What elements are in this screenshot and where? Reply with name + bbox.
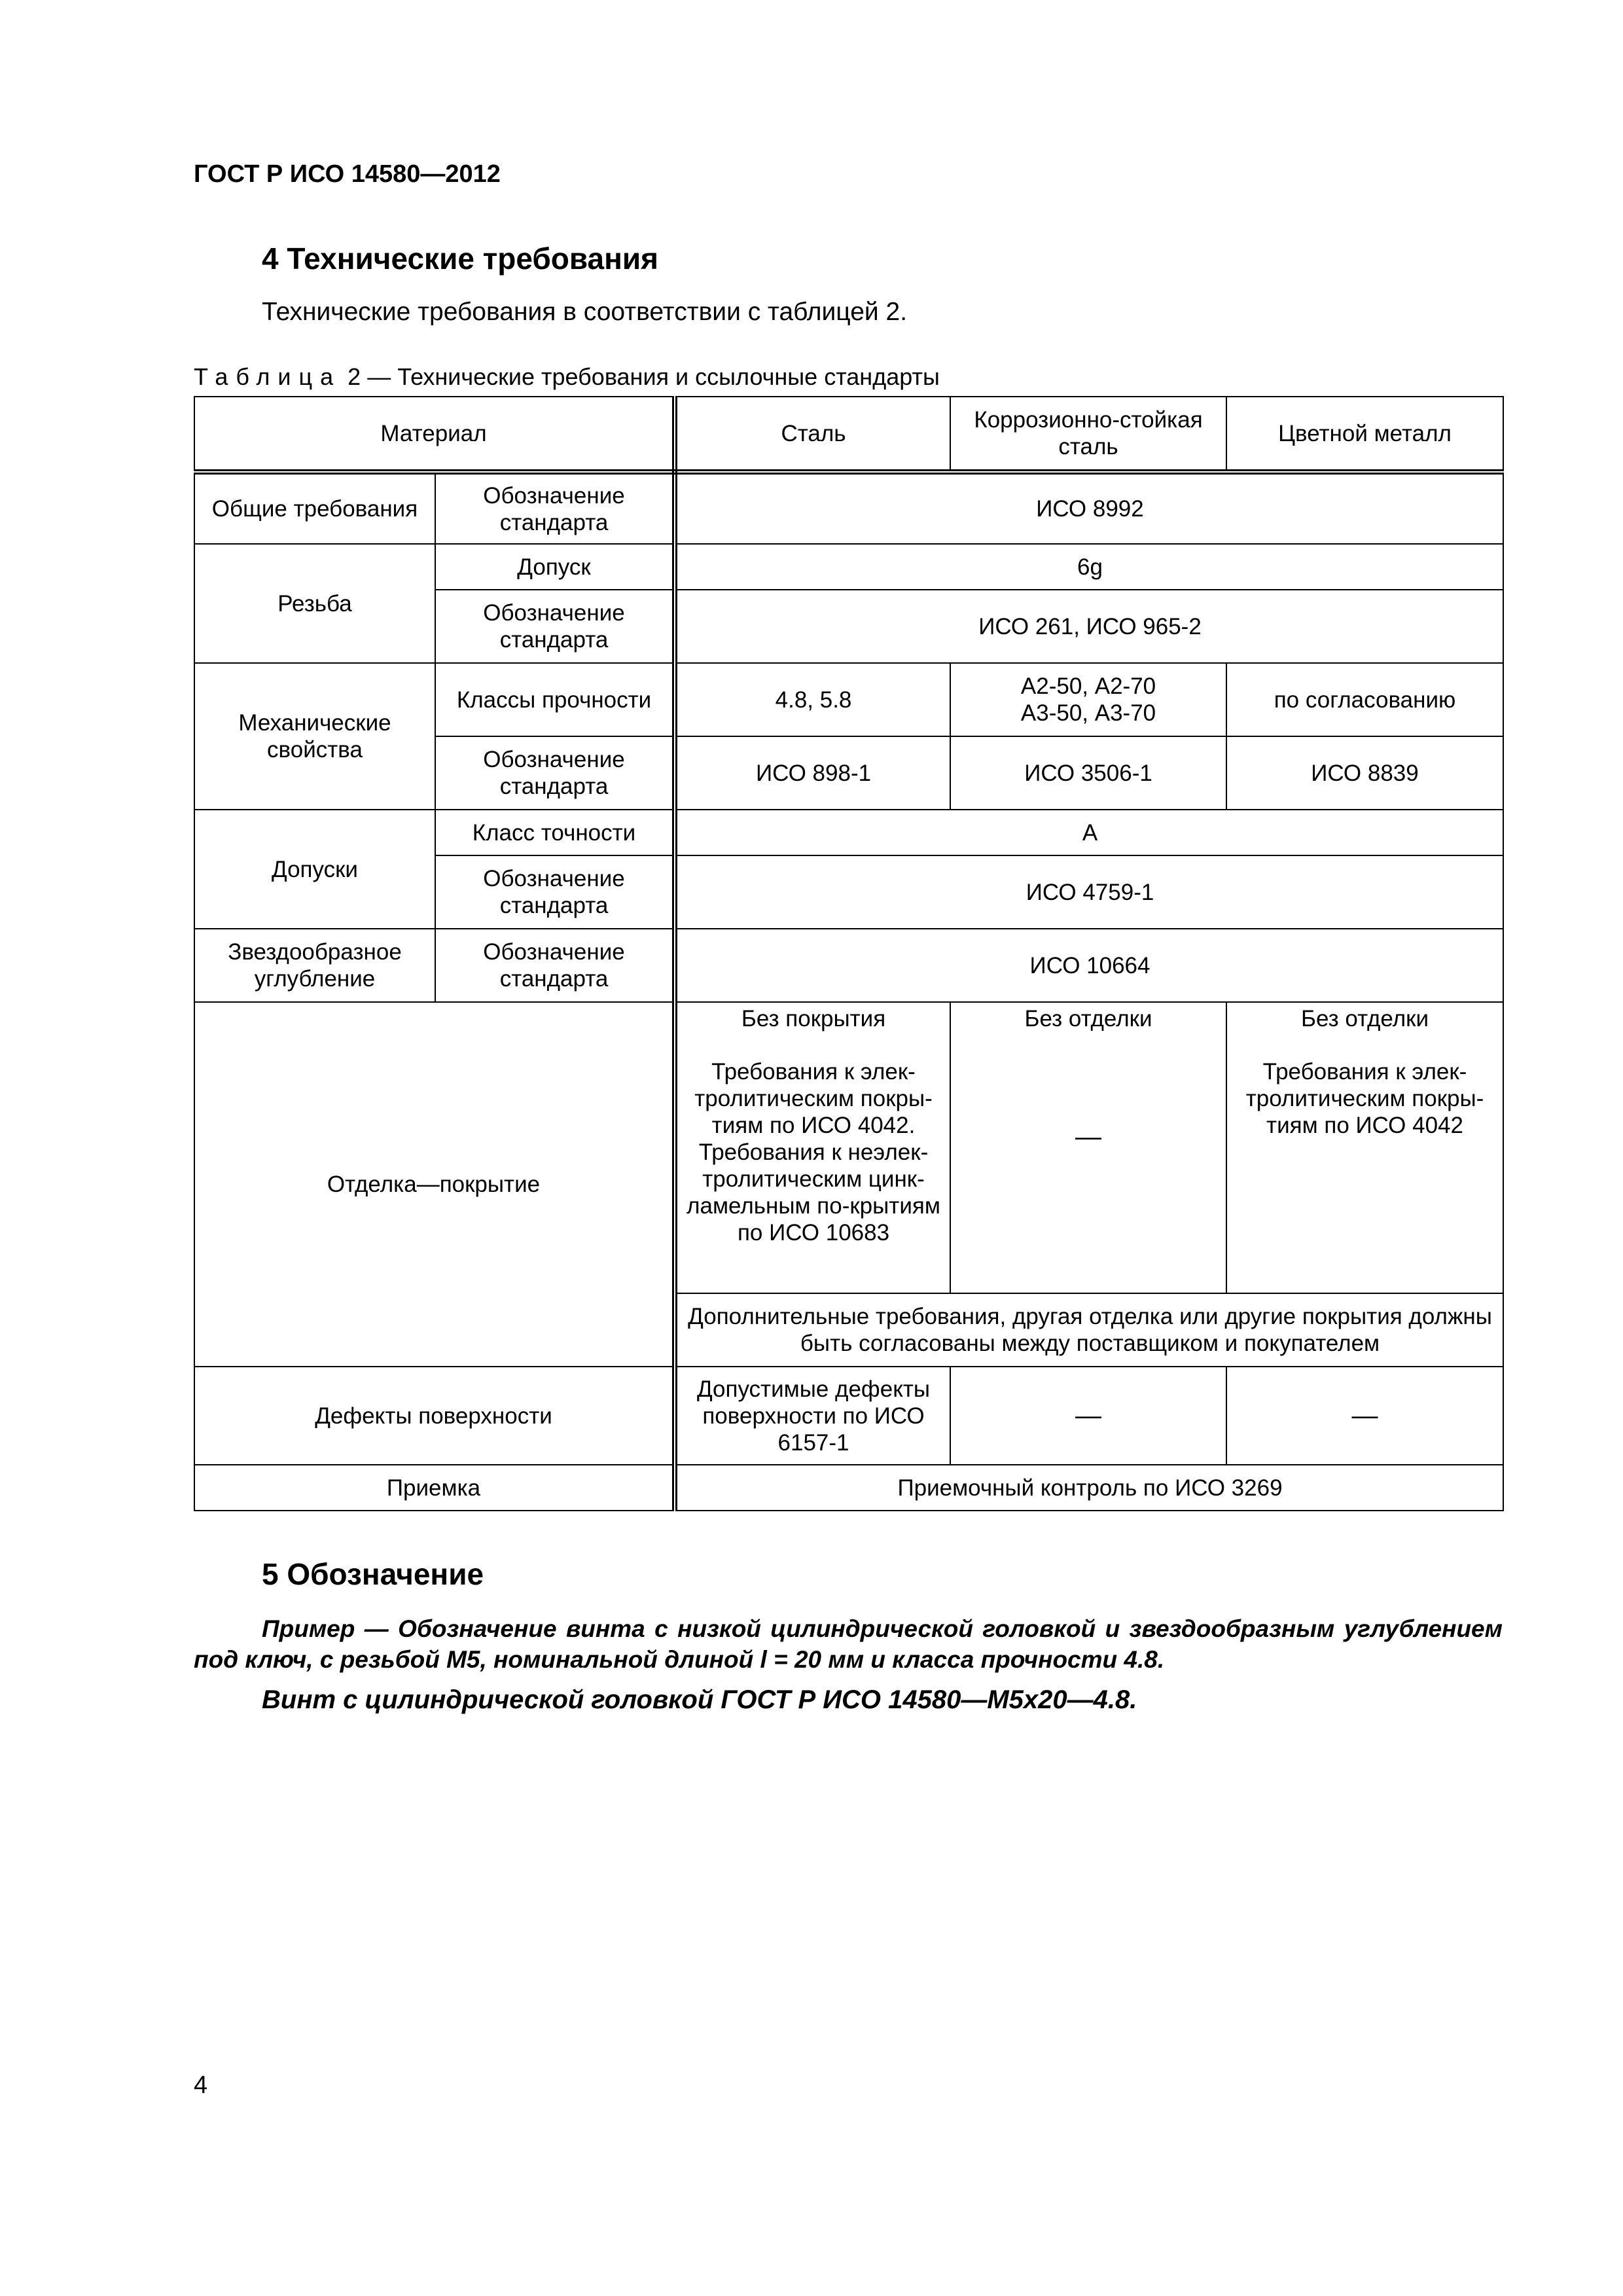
thread-tolerance-label: Допуск: [435, 544, 675, 590]
mechanical-standard-steel: ИСО 898-1: [675, 736, 950, 810]
table-row: [194, 1367, 1503, 1465]
table-row: [194, 544, 1503, 590]
finish-stainless-title: Без отделки: [1024, 1006, 1152, 1031]
section-4-intro: Технические требования в соответствии с таблицей 2.: [262, 298, 908, 326]
acceptance-value: Приемочный контроль по ИСО 3269: [675, 1465, 1503, 1511]
thread-label: Резьба: [194, 544, 435, 663]
mechanical-standard-stainless: ИСО 3506-1: [950, 736, 1226, 810]
table-row: [194, 929, 1503, 1002]
header-steel: Сталь: [675, 397, 950, 472]
thread-standard-value: ИСО 261, ИСО 965-2: [675, 590, 1503, 663]
document-header: ГОСТ Р ИСО 14580—2012: [194, 160, 501, 188]
requirements-table: [194, 396, 1504, 1511]
mechanical-standard-label: Обозначение стандарта: [435, 736, 675, 810]
table-caption-text: 2 — Технические требования и ссылочные стандарты: [348, 363, 940, 390]
mechanical-properties-label: Механические свойства: [194, 663, 435, 810]
general-standard-label: Обозначение стандарта: [435, 472, 675, 544]
header-material: Материал: [194, 397, 675, 472]
finish-steel-title: Без покрытия: [741, 1006, 886, 1031]
finish-stainless-body: —: [1075, 1122, 1102, 1151]
section-4-title: 4 Технические требования: [262, 242, 658, 276]
star-recess-standard-label: Обозначение стандарта: [435, 929, 675, 1002]
finish-stainless: [950, 1002, 1226, 1293]
thread-tolerance-value: 6g: [675, 544, 1503, 590]
strength-class-stainless-line-1: А2-50, А2-70: [1020, 673, 1156, 699]
section-5-title: 5 Обозначение: [262, 1557, 484, 1591]
tolerances-standard-label: Обозначение стандарта: [435, 855, 675, 929]
strength-class-steel: 4.8, 5.8: [675, 663, 950, 736]
surface-defects-steel: Допустимые дефекты поверхности по ИСО 6157-1: [675, 1367, 950, 1465]
finish-nonferrous-title: Без отделки: [1301, 1006, 1429, 1031]
strength-class-stainless: [950, 663, 1226, 736]
finish-steel-body: Требования к элек-тролитическим покры-тиям по ИСО 4042. Требования к неэлек-тролитическим цинк-ламельным по-крытиям по ИСО 10683: [687, 1059, 940, 1246]
strength-class-stainless-line-2: А3-50, А3-70: [1020, 700, 1156, 726]
designation-example: Пример — Обозначение винта с низкой цилиндрической головкой и звездообразным углублением под ключ, с резьбой М5, номинальной длиной l = 20 мм и класса прочности 4.8.: [194, 1615, 1503, 1673]
finish-steel: [675, 1002, 950, 1293]
star-recess-label: Звездообразное углубление: [194, 929, 435, 1002]
header-nonferrous-metal: Цветной металл: [1226, 397, 1503, 472]
table-header-row: [194, 397, 1503, 472]
surface-defects-label: Дефекты поверхности: [194, 1367, 675, 1465]
designation-string: Винт с цилиндрической головкой ГОСТ Р ИСО 14580—М5х20—4.8.: [262, 1685, 1137, 1714]
strength-class-label: Классы прочности: [435, 663, 675, 736]
finish-nonferrous: [1226, 1002, 1503, 1293]
table-row: [194, 1002, 1503, 1293]
table-row: [194, 663, 1503, 736]
finish-nonferrous-body: Требования к элек-тролитическим покры-тиям по ИСО 4042: [1245, 1059, 1484, 1138]
header-stainless-steel: Коррозионно-стойкая сталь: [950, 397, 1226, 472]
general-standard-value: ИСО 8992: [675, 472, 1503, 544]
table-row: [194, 472, 1503, 544]
accuracy-class-value: A: [675, 810, 1503, 855]
accuracy-class-label: Класс точности: [435, 810, 675, 855]
star-recess-standard-value: ИСО 10664: [675, 929, 1503, 1002]
acceptance-label: Приемка: [194, 1465, 675, 1511]
mechanical-standard-nonferrous: ИСО 8839: [1226, 736, 1503, 810]
thread-standard-label: Обозначение стандарта: [435, 590, 675, 663]
tolerances-standard-value: ИСО 4759-1: [675, 855, 1503, 929]
surface-defects-stainless: —: [950, 1367, 1226, 1465]
surface-defects-nonferrous: —: [1226, 1367, 1503, 1465]
strength-class-nonferrous: по согласованию: [1226, 663, 1503, 736]
page-number: 4: [194, 2072, 208, 2099]
finish-additional-requirements: Дополнительные требования, другая отделка или другие покрытия должны быть согласованы между поставщиком и покупателем: [675, 1293, 1503, 1367]
tolerances-label: Допуски: [194, 810, 435, 929]
table-caption: [194, 363, 940, 391]
table-row: [194, 810, 1503, 855]
table-caption-label: Таблица: [194, 363, 342, 390]
general-requirements-label: Общие требования: [194, 472, 435, 544]
finish-coating-label: Отделка—покрытие: [194, 1002, 675, 1367]
table-row: [194, 1465, 1503, 1511]
